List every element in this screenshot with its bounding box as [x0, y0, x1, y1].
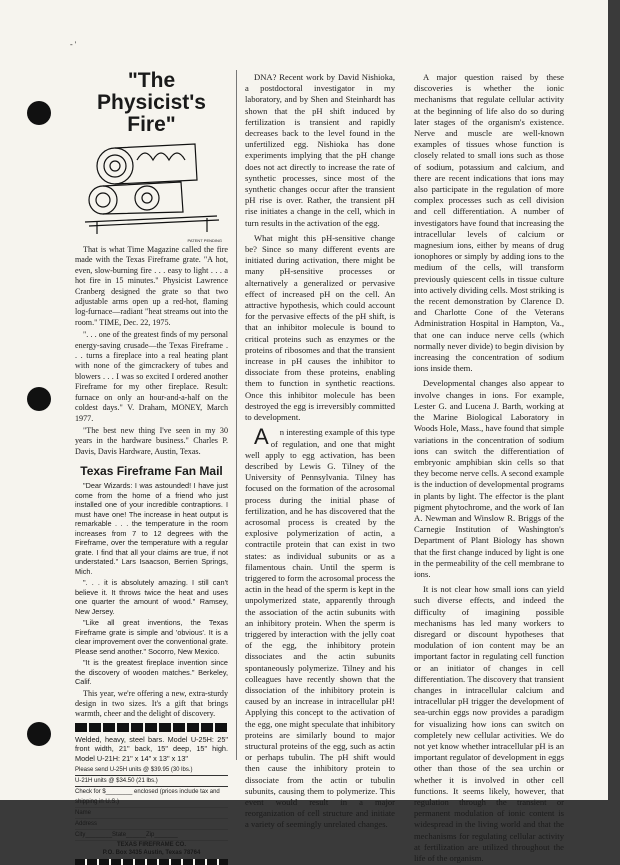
check-line[interactable]: Check for $________ enclosed (prices include tax and shipping in U.S.): [75, 787, 228, 808]
fan-letter: "It is the greatest fireplace invention since the discovery of wooden matches." Berkeley, Calif.: [75, 658, 228, 687]
product-specs: Welded, heavy, steel bars. Model U-25H: 25" front width, 21" back, 15" deep, 15" high. Model U-21H: 21" x 14" x 13" x 13": [75, 734, 228, 763]
ad-title-line: Fire": [127, 113, 176, 136]
article-paragraph: DNA? Recent work by David Nishioka, a postdoctoral investigator in my laboratory, and by Shen and Steinhardt has shown that the pH shift induced by fertilization is transient and rapidly decreases back to the level found in the unfertilized egg. Nishioka has done experiments implying that the pH change does not act directly to increase the rate of synthetic processes, since most of the synthetic changes occur after the transient pH rise is over. Rather, the transient pH rise initiates a change in the cell, which in turn results in the activation of the egg.: [245, 72, 395, 228]
column-rule: [236, 70, 237, 760]
ad-title-line: "The Physicist's: [97, 69, 206, 114]
illustration-caption: PATENT PENDING: [187, 238, 222, 243]
article-paragraph: Developmental changes also appear to involve changes in ions. For example, Lester G. and Lucena J. Barth, working at the Marine Biological Laboratory in Woods Hole, Mass., have found that simple variations in the concentration of sodium ions can switch the differentiation of embryonic amphibian skin cells so that they become nerve cells. A second example is the induction of developmental programs in plants by light. The effector is the plant pigment phytochrome, and the work of Ian A. Newman and Winslow R. Briggs of the Carnegie Institution of Washington's Department of Plant Biology has shown that the first change induced by light is one in the permeability of the cell membrane to ions.: [414, 378, 564, 579]
order-option: U-25H units @ $39.95 (30 lbs.): [109, 767, 193, 774]
ad-title: [75, 70, 228, 136]
company-name: TEXAS FIREFRAME CO.: [116, 842, 186, 849]
ad-paragraph: "The best new thing I've seen in my 30 years in the hardware business." Charles P. Davis, Davis Hardware, Austin, Texas.: [75, 425, 228, 456]
fan-mail-heading: Texas Fireframe Fan Mail: [80, 464, 223, 479]
fan-letter: ". . . it is absolutely amazing. I still can't believe it. It throws twice the heat and uses one quarter the amount of wood." Ramsey, New Jersey.: [75, 578, 228, 616]
ad-paragraph: That is what Time Magazine called the fire made with the Texas Fireframe grate. "A hot, even, slow-burning fire . . . easy to light . . . a hot fire in 15 minutes." Physicist Lawrence Cranberg designed the grate so that two adjustable arms open up a red-hot, flaming log-furnace—radiant "heat streams out into the room." TIME, Dec. 22, 1975.: [75, 245, 228, 327]
binder-hole: [27, 722, 51, 746]
fan-letter: "Dear Wizards: I was astounded! I have just come from the home of a friend who just installed one of your incredible contraptions. I must have one! The increase in heat output is remarkable . . . the temperature in the room increases from 7 to 12 degrees with the Fireframe, over the temperature with a regular grate. I find that all your claims are true, if not understated." Lars Isaacson, Berrien Springs, Mich.: [75, 481, 228, 576]
article-column-2: [245, 72, 395, 830]
fireframe-illustration: [77, 140, 227, 238]
article-paragraph: What might this pH-sensitive change be? Since so many different events are initiated during activation, there might be many pH-sensitive processes or alternatively a generalized or pervasive effect of increased pH on the cell. An attractive hypothesis, which could account for the pervasive effects of the pH shift, is that an inhibitor molecule is bound to critical proteins such as enzymes or the proteins of ribosomes and that the transient increase in pH causes the inhibitor to dissociate from these proteins, enabling them to function in synthetic reactions. Once this inhibitor molecule has been destroyed the egg is irreversibly committed to development.: [245, 232, 395, 423]
order-label: Please send: [75, 767, 109, 774]
fan-letter: "Like all great inventions, the Texas Fireframe grate is simple and 'obvious'. It is a clear improvement over the conventional grate. Please send another." Socorro, New Mexico.: [75, 618, 228, 656]
article-paragraph: A major question raised by these discoveries is whether the ionic mechanisms that regulate cellular activity at the beginning of life also do so during later stages of the organism's existence. Nerve and muscle are well-known examples of tissues whose function is closely related to small ions such as those of sodium, potassium and calcium, and there are recent indications that ions may also participate in the regulation of more complex processes such as cell division and cell differentiation. A number of investigators have found that increasing the intracellular levels of calcium or magnesium ions, either by means of drug ionophores or simply by adding ions to the medium of the cells, will transform previously quiescent cells in tissue culture into actively dividing cells. Most striking is the recent demonstration by Clarence D. and Charlotte Cone of the Veterans Administration Hospital in Hampton, Va., that one can induce nerve cells (which normally never divide) to begin division by increasing the concentration of sodium ions inside them.: [414, 72, 564, 374]
binder-hole: [27, 387, 51, 411]
city-field[interactable]: City________State______Zip_______: [75, 830, 228, 841]
company-address: P.O. Box 3435 Austin, Texas 78764: [102, 850, 201, 857]
name-field[interactable]: Name: [75, 808, 228, 819]
article-paragraph: It is not clear how small ions can yield such diverse effects, and indeed the difficulty of imagining possible mechanisms has led many workers to disregard or discount hypotheses that modulation of ion content may be an important factor in regulating cell function or an initiator of changes in cell differentiation. The discovery that transient changes in intracellular calcium and intracellular pH trigger the development of sea-urchin eggs now provides a paradigm for visualizing how ions can switch on completely new cellular activities. We do not yet know whether intracellular pH is an important regulator of development in eggs other than those of the sea urchin or whether it is involved in other cell functions. It seems likely, however, that regulation through the transient or permanent modulation of ionic content is widespread in the living world and that the mechanisms for regulating cellular activity at fertilization are utilized throughout the life of the organism.: [414, 584, 564, 864]
address-field[interactable]: Address: [75, 819, 228, 830]
order-option-line[interactable]: U-21H units @ $34.50 (21 lbs.): [75, 776, 228, 787]
ad-offer: This year, we're offering a new, extra-sturdy design in two sizes. It's a gift that brings warmth, cheer and the delight of discovery.: [75, 688, 228, 719]
binder-hole: [27, 101, 51, 125]
article-column-3: [414, 72, 564, 864]
article-paragraph: An interesting example of this type of regulation, and one that might well apply to egg activation, has been described by Lewis G. Tilney of the University of Pennsylvania. Tilney has focused on the formation of the acrosomal process during the initial phase of fertilization, and he has discovered that the acrosomal process is created by the explosive polymerization of actin, a contractile protein that can exist in two states: as individual subunits or as a filamentous chain. Until the sperm is triggered to form the acrosomal process the actin in the head of the sperm is kept in the unpolymerized state, apparently through the association of the actin subunits with an inhibitory protein. When the sperm is triggered by interaction with the jelly coat of the egg, the inhibitory protein dissociates and the actin subunits spontaneously polymerize. Tilney and his colleagues have recently shown that the dissociation of the inhibitory protein is caused by an increase in intracellular pH! Applying this concept to the activation of the egg, one might speculate that inhibitory proteins are similarly bound to major structural proteins of the egg, such as actin or perhaps tubulin. The pH shift would then cause the inhibitory protein to dissociate from the actin or tubulin subunits, causing them to polymerize. This event would result in a major reorganization of cell structure and initiate a variety of seemingly unrelated changes.: [245, 424, 395, 830]
corner-mark: - ': [70, 40, 77, 49]
order-line[interactable]: [75, 765, 228, 776]
coupon-border: [75, 723, 228, 732]
advertisement: [75, 52, 228, 857]
ad-paragraph: ". . . one of the greatest finds of my personal energy-saving crusade—the Texas Fireframe . . . turns a fireplace into a real heating plant with none of the gimcrackery of tubes and blowers . . . I was so excited I ordered another Fireframe for my other fireplace. Result: furnace on only an hour-and-a-half on the coldest days." V. Draham, MONEY, March 1977.: [75, 330, 228, 423]
coupon-border: [75, 859, 228, 865]
